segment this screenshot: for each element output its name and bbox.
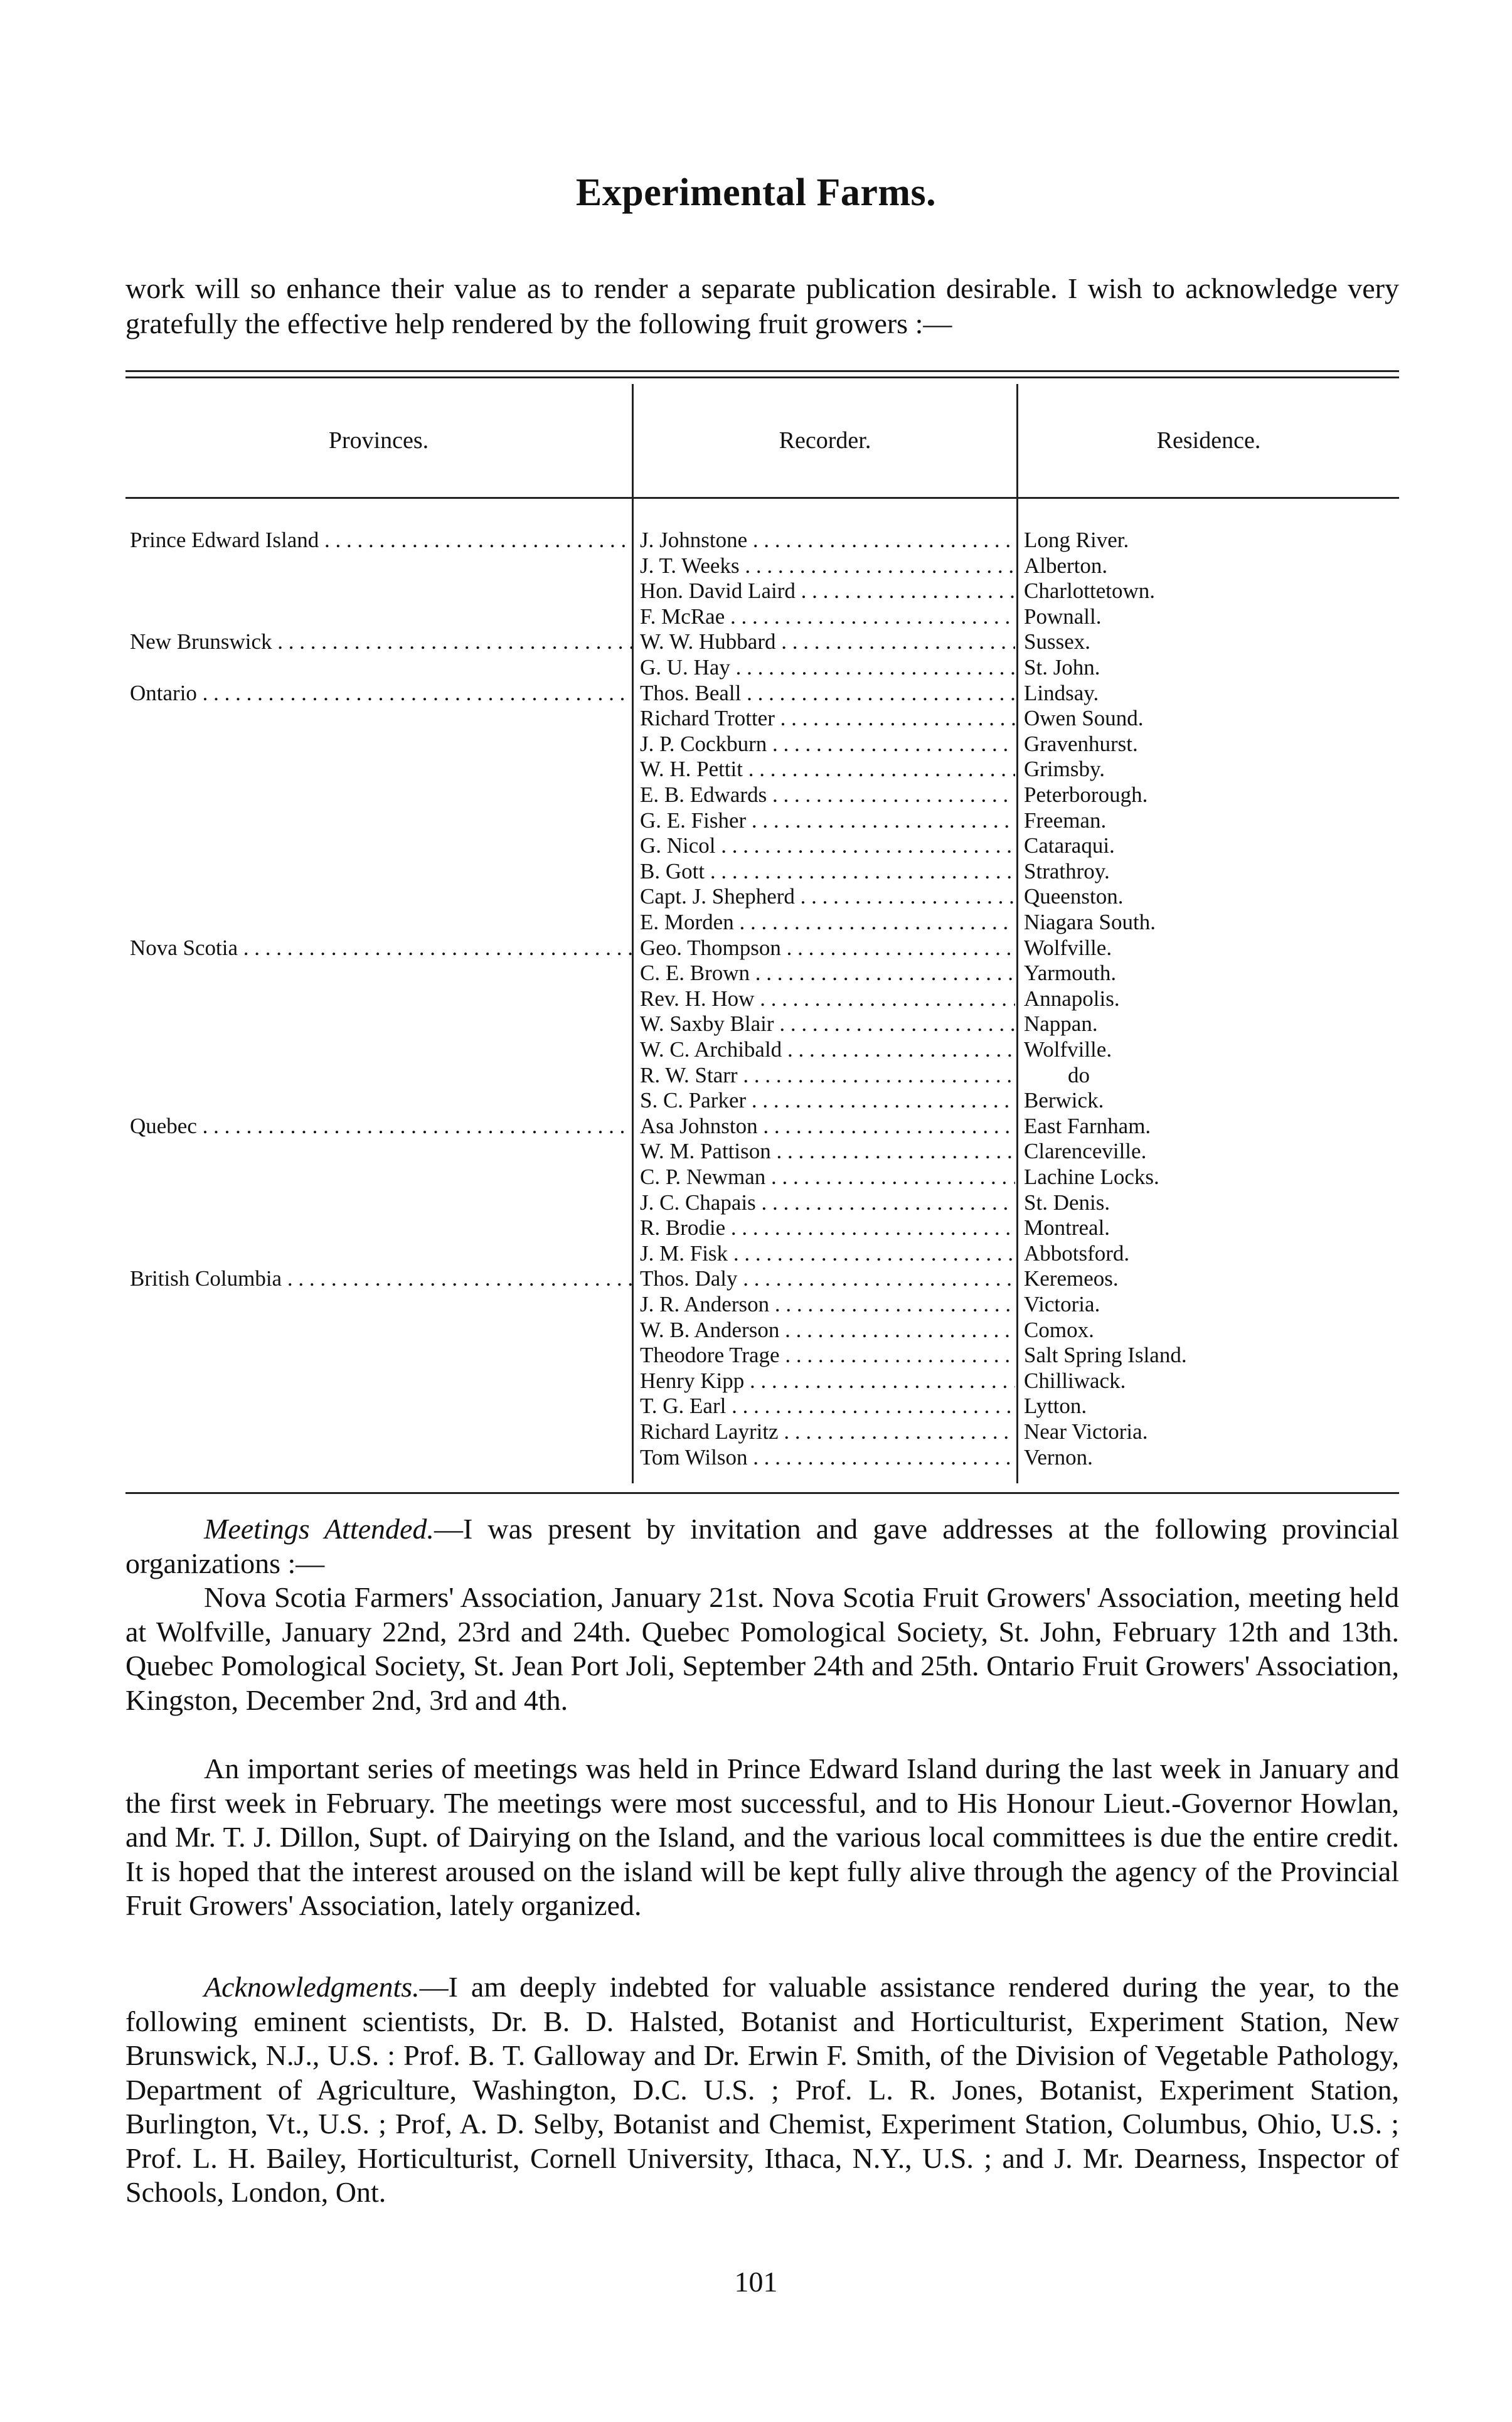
recorder-cell: J. Johnstone . . . <box>640 528 1015 553</box>
residence-cell: Strathroy. <box>1024 859 1110 883</box>
residence-cell: Berwick. <box>1024 1088 1104 1112</box>
residence-cell: do <box>1068 1063 1090 1087</box>
residence-cell: Comox. <box>1024 1318 1094 1342</box>
meetings-intro: —I was present by invitation and gave addresses at the following provincial organizations :— <box>125 1513 1399 1579</box>
recorder-cell: C. E. Brown . . . <box>640 961 1015 986</box>
meetings-list-paragraph <box>125 1581 1399 1717</box>
residence-cell: Keremeos. <box>1024 1266 1119 1291</box>
recorder-cell: F. McRae . . . <box>640 604 1015 629</box>
recorder-cell: G. E. Fisher . . . <box>640 808 1015 833</box>
recorder-cell: Richard Trotter . . . <box>640 706 1015 731</box>
recorder-cell: Geo. Thompson . . . <box>640 936 1015 961</box>
column-divider-provinces <box>632 384 634 1483</box>
recorder-cell: J. P. Cockburn . . . <box>640 732 1015 757</box>
meetings-section <box>125 1512 1399 1581</box>
acknowledgments-heading: Acknowledgments. <box>204 1971 420 2003</box>
province-cell: Ontario . . . <box>130 681 632 706</box>
meetings-heading: Meetings Attended. <box>204 1513 434 1545</box>
recorder-cell: R. Brodie . . . <box>640 1215 1015 1240</box>
recorder-cell: C. P. Newman . . . <box>640 1165 1015 1190</box>
recorder-cell: R. W. Starr . . . <box>640 1063 1015 1088</box>
recorder-cell: G. Nicol . . . <box>640 833 1015 858</box>
residence-cell: Lytton. <box>1024 1394 1087 1418</box>
residence-cell: Lindsay. <box>1024 681 1099 705</box>
header-residence: Residence. <box>1156 427 1261 454</box>
province-cell: Quebec . . . <box>130 1114 632 1139</box>
residence-cell: East Farnham. <box>1024 1114 1151 1138</box>
recorder-cell: T. G. Earl . . . <box>640 1394 1015 1419</box>
residence-cell: Victoria. <box>1024 1292 1100 1316</box>
province-cell: New Brunswick . . . <box>130 629 632 654</box>
recorder-cell: E. B. Edwards . . . <box>640 782 1015 808</box>
province-cell: Prince Edward Island . . . <box>130 528 632 553</box>
residence-cell: Charlottetown. <box>1024 579 1155 603</box>
residence-cell: Wolfville. <box>1024 1037 1112 1062</box>
recorder-cell: Theodore Trage . . . <box>640 1343 1015 1368</box>
residence-cell: Annapolis. <box>1024 986 1120 1011</box>
residence-cell: Wolfville. <box>1024 936 1112 960</box>
recorder-cell: J. R. Anderson . . . <box>640 1292 1015 1317</box>
meetings-list-text: Nova Scotia Farmers' Association, January 21st. Nova Scotia Fruit Growers' Association, meeting held at Wolfville, January 22nd, 23rd and 24th. Quebec Pomological Society, St. John, February 12th and 13th. Quebec Pomological Society, St. Jean Port Joli, September 24th and 25th. Ontario Fruit Growers' Association, Kingston, December 2nd, 3rd and 4th. <box>125 1581 1399 1716</box>
province-cell: Nova Scotia . . . <box>130 936 632 961</box>
recorder-cell: W. H. Pettit . . . <box>640 757 1015 782</box>
table-header-rule <box>125 497 1399 499</box>
pei-meetings-text: An important series of meetings was held in Prince Edward Island during the last week in January and the first week in February. The meetings were most successful, and to His Honour Lieut.-Governor Howlan, and Mr. T. J. Dillon, Supt. of Dairying on the Island, and the various local committees is due the entire credit. It is hoped that the interest aroused on the island will be kept fully alive through the agency of the Provincial Fruit Growers' Association, lately organized. <box>125 1752 1399 1921</box>
residence-cell: Freeman. <box>1024 808 1107 833</box>
residence-cell: Gravenhurst. <box>1024 732 1138 756</box>
recorder-cell: W. W. Hubbard . . . <box>640 629 1015 654</box>
recorder-cell: Tom Wilson . . . <box>640 1445 1015 1470</box>
recorder-cell: Asa Johnston . . . <box>640 1114 1015 1139</box>
residence-cell: Alberton. <box>1024 553 1108 578</box>
residence-cell: Near Victoria. <box>1024 1419 1148 1444</box>
recorder-cell: W. M. Pattison . . . <box>640 1139 1015 1164</box>
recorder-cell: Rev. H. How . . . <box>640 986 1015 1011</box>
residence-cell: St. Denis. <box>1024 1190 1110 1215</box>
intro-paragraph: work will so enhance their value as to render a separate publication desirable. I wish to acknowledge very gratefully the effective help rendered by the following fruit growers :— <box>125 272 1399 339</box>
recorder-cell: W. Saxby Blair . . . <box>640 1011 1015 1037</box>
residence-cell: Nappan. <box>1024 1011 1098 1036</box>
header-recorder: Recorder. <box>779 427 871 454</box>
residence-cell: Cataraqui. <box>1024 833 1115 858</box>
recorder-cell: Thos. Beall . . . <box>640 681 1015 706</box>
recorder-cell: B. Gott . . . <box>640 859 1015 884</box>
recorder-cell: Thos. Daly . . . <box>640 1266 1015 1291</box>
recorder-cell: S. C. Parker . . . <box>640 1088 1015 1113</box>
recorder-cell: Richard Layritz . . . <box>640 1419 1015 1444</box>
acknowledgments-section <box>125 1970 1399 2210</box>
recorder-cell: E. Morden . . . <box>640 910 1015 935</box>
page-number: 101 <box>734 2266 778 2298</box>
residence-cell: Lachine Locks. <box>1024 1165 1159 1189</box>
residence-cell: Grimsby. <box>1024 757 1105 781</box>
residence-cell: Niagara South. <box>1024 910 1156 934</box>
residence-cell: Peterborough. <box>1024 782 1148 807</box>
table-bottom-rule <box>125 1492 1399 1494</box>
recorder-cell: W. B. Anderson . . . <box>640 1318 1015 1343</box>
residence-cell: Montreal. <box>1024 1215 1110 1240</box>
column-divider-recorder <box>1016 384 1018 1483</box>
residence-cell: Vernon. <box>1024 1445 1093 1470</box>
residence-cell: Salt Spring Island. <box>1024 1343 1187 1367</box>
residence-cell: Queenston. <box>1024 884 1124 909</box>
residence-cell: Chilliwack. <box>1024 1368 1126 1393</box>
pei-meetings-paragraph <box>125 1752 1399 1923</box>
residence-cell: Pownall. <box>1024 604 1102 629</box>
recorder-cell: W. C. Archibald . . . <box>640 1037 1015 1062</box>
recorder-cell: Capt. J. Shepherd . . . <box>640 884 1015 909</box>
recorder-cell: J. M. Fisk . . . <box>640 1241 1015 1266</box>
table-top-rule-inner <box>125 376 1399 378</box>
recorder-cell: Hon. David Laird . . . <box>640 579 1015 604</box>
table-top-rule <box>125 370 1399 372</box>
acknowledgments-text: —I am deeply indebted for valuable assistance rendered during the year, to the following eminent scientists, Dr. B. D. Halsted, Botanist and Horticulturist, Experiment Station, New Brunswick, N.J., U.S. : Prof. B. T. Galloway and Dr. Erwin F. Smith, of the Division of Vegetable Pathology, Department of Agriculture, Washington, D.C. U.S. ; Prof. L. R. Jones, Botanist, Experiment Station, Burlington, Vt., U.S. ; Prof, A. D. Selby, Botanist and Chemist, Experiment Station, Columbus, Ohio, U.S. ; Prof. L. H. Bailey, Horticulturist, Cornell University, Ithaca, N.Y., U.S. ; and J. Mr. Dearness, Inspector of Schools, London, Ont. <box>125 1971 1399 2208</box>
recorder-cell: J. C. Chapais . . . <box>640 1190 1015 1215</box>
recorder-cell: J. T. Weeks . . . <box>640 553 1015 579</box>
recorder-cell: G. U. Hay . . . <box>640 655 1015 680</box>
residence-cell: Yarmouth. <box>1024 961 1117 985</box>
residence-cell: Sussex. <box>1024 629 1090 654</box>
residence-cell: Clarenceville. <box>1024 1139 1147 1163</box>
page-title: Experimental Farms. <box>575 171 937 214</box>
residence-cell: Owen Sound. <box>1024 706 1144 730</box>
header-provinces: Provinces. <box>328 427 429 454</box>
residence-cell: St. John. <box>1024 655 1100 680</box>
province-cell: British Columbia . . . <box>130 1266 632 1291</box>
residence-cell: Long River. <box>1024 528 1129 552</box>
recorder-cell: Henry Kipp . . . <box>640 1368 1015 1394</box>
residence-cell: Abbotsford. <box>1024 1241 1130 1266</box>
